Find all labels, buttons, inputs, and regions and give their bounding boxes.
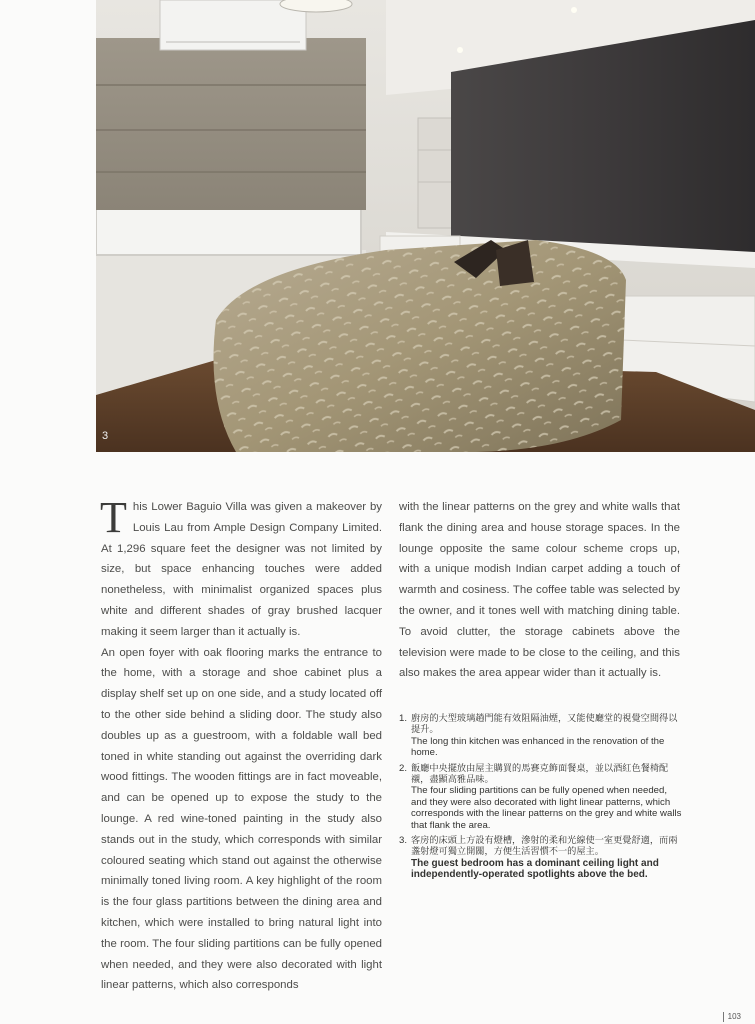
bedroom-photo — [96, 0, 755, 452]
drop-cap: T — [100, 493, 127, 542]
caption-english: The long thin kitchen was enhanced in the renovation of the home. — [411, 735, 665, 759]
caption-number: 3. — [399, 835, 408, 847]
article-paragraph-2: An open foyer with oak flooring marks the entrance to the home, with a storage and shoe cabinet plus a display shelf set up on one side, and a study located off to the other side behind a sliding door. The study also doubles up as a guestroom, with a foldable wall bed toned in white standing out against the overriding dark wood fittings. The wooden fittings are in fact moveable, and can be opened up to expose the study to the lounge. A red wine-toned painting in the study also stands out in the study, which corresponds with similar coloured seating which stand out against the otherwise minimally toned living room. A key highlight of the room is the four glass partitions between the dining area and kitchen, which were installed to bring natural light into the room. The four sliding partitions can be fully opened when needed, and they were also decorated with light linear patterns, which also corresponds — [101, 646, 382, 992]
article-column-right — [399, 497, 680, 684]
caption-item — [399, 835, 682, 881]
caption-english: The guest bedroom has a dominant ceiling light and independently-operated spotlights above the bed. — [411, 857, 659, 881]
caption-chinese: 飯廳中央擺放由屋主購買的馬賽克飾面餐桌，並以酒紅色餐椅配襯，盡顯高雅品味。 — [411, 762, 669, 786]
page-number: 103 — [723, 1012, 741, 1022]
photo-captions — [399, 713, 682, 885]
article-paragraph-3: with the linear patterns on the grey and white walls that flank the dining area and house storage spaces. In the lounge opposite the same colour scheme crops up, with a unique modish Indian carpet adding a touch of warmth and cosiness. The coffee table was selected by the owner, and it tones well with matching dining table. To avoid clutter, the storage cabinets above the television were made to be close to the ceiling, and this also makes the area appear wider than it actually is. — [399, 501, 680, 680]
caption-chinese: 客房的床頭上方設有燈槽，滲射的柔和光線使一室更覺舒適，而兩盞射燈可獨立開關，方便生活習慣不一的屋主。 — [411, 835, 678, 858]
caption-item — [399, 713, 682, 759]
article-paragraph-1-text: his Lower Baguio Villa was given a makeover by Louis Lau from Ample Design Company Limited. At 1,296 square feet the designer was not limited by size, but space enhancing touches were added nonetheless, with minimalist organized spaces plus white and different shades of gray brushed lacquer making it seem larger than it actually is. — [101, 501, 382, 638]
caption-english: The four sliding partitions can be fully opened when needed, and they were also decorated with light linear patterns, which corresponds with the linear patterns on the grey and white walls that flank the area. — [411, 785, 682, 831]
caption-item — [399, 763, 682, 831]
article-column-left — [100, 493, 382, 996]
article-paragraph-1 — [100, 493, 382, 643]
bedroom-illustration — [96, 0, 755, 452]
caption-chinese: 廚房的大型玻璃趟門能有效阻隔油煙，又能使廳堂的視覺空間得以提升。 — [411, 713, 678, 736]
caption-number: 2. — [399, 762, 408, 774]
caption-number: 1. — [399, 713, 408, 724]
photo-number: 3 — [102, 430, 109, 442]
